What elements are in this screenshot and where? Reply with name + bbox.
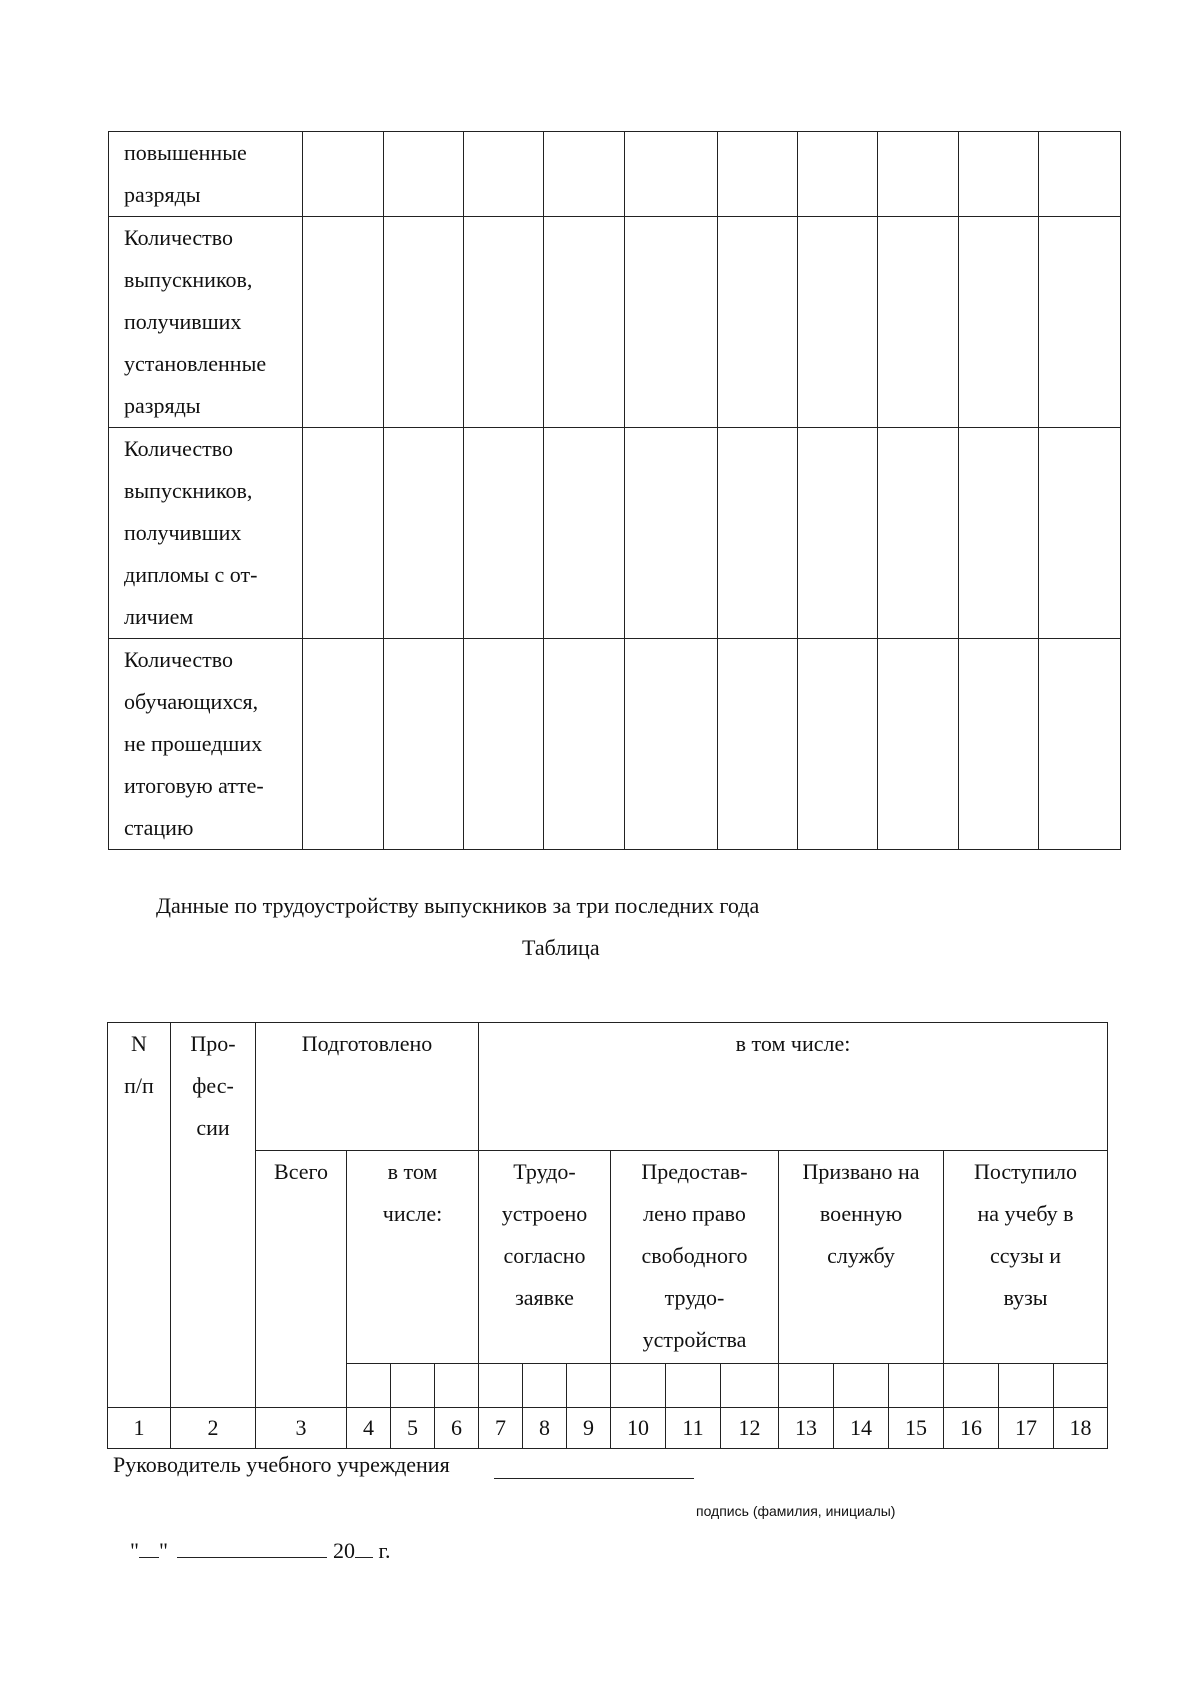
empty-cell (464, 639, 544, 850)
empty-cell (1039, 217, 1121, 428)
column-number: 11 (666, 1408, 721, 1449)
row-label-line: Количество (124, 647, 234, 672)
row-label (109, 217, 303, 428)
subcolumn-cell (721, 1364, 779, 1408)
column-number: 3 (256, 1408, 347, 1449)
row-label-line: итоговую атте- (124, 773, 264, 798)
column-number: 1 (108, 1408, 171, 1449)
month-field (177, 1556, 327, 1558)
header-line: числе: (382, 1201, 443, 1226)
column-number: 5 (391, 1408, 435, 1449)
header-line: сии (196, 1115, 230, 1140)
header-line: Призвано на (802, 1159, 920, 1184)
header-line: Про- (190, 1031, 236, 1056)
signature-field (494, 1478, 694, 1479)
column-number: 4 (347, 1408, 391, 1449)
row-label-line: Количество (124, 436, 234, 461)
empty-cell (544, 217, 625, 428)
header-line: устройства (642, 1327, 747, 1352)
subcolumn-cell (479, 1364, 523, 1408)
header-prepared-including (347, 1151, 479, 1364)
header-row-number (108, 1023, 171, 1408)
empty-cell (303, 639, 384, 850)
column-number: 7 (479, 1408, 523, 1449)
header-line: фес- (192, 1073, 234, 1098)
header-line: службу (827, 1243, 895, 1268)
date-quote-close: " (158, 1538, 168, 1563)
date-line (130, 1538, 391, 1564)
header-free-employment (611, 1151, 779, 1364)
row-label-line: Количество (124, 225, 234, 250)
column-number: 18 (1054, 1408, 1108, 1449)
empty-cell (878, 639, 959, 850)
table-caption: Таблица (522, 935, 600, 960)
subcolumn-cell (523, 1364, 567, 1408)
empty-cell (464, 428, 544, 639)
header-prepared: Подготовлено (256, 1023, 479, 1151)
column-number: 16 (944, 1408, 999, 1449)
row-label-line: установленные (124, 351, 267, 376)
section-heading: Данные по трудоустройству выпускников за три последних года (156, 893, 760, 918)
empty-cell (878, 132, 959, 217)
empty-cell (718, 132, 798, 217)
head-of-institution-label: Руководитель учебного учреждения (113, 1452, 450, 1477)
empty-cell (798, 639, 878, 850)
empty-cell (303, 132, 384, 217)
header-line: N (131, 1031, 147, 1056)
subcolumn-cell (999, 1364, 1054, 1408)
table-row (109, 639, 1121, 850)
empty-cell (625, 428, 718, 639)
empty-cell (625, 639, 718, 850)
subcolumn-cell (611, 1364, 666, 1408)
empty-cell (464, 132, 544, 217)
column-number: 14 (834, 1408, 889, 1449)
empty-cell (878, 217, 959, 428)
subcolumn-cell (435, 1364, 479, 1408)
column-number: 10 (611, 1408, 666, 1449)
header-line: трудо- (664, 1285, 725, 1310)
empty-cell (625, 217, 718, 428)
header-total: Всего (256, 1151, 347, 1408)
header-line: лено право (643, 1201, 746, 1226)
header-line: Трудо- (513, 1159, 576, 1184)
row-label-line: получивших (124, 520, 242, 545)
date-quote-open: " (130, 1538, 139, 1563)
header-line: военную (819, 1201, 903, 1226)
column-number: 13 (779, 1408, 834, 1449)
head-of-institution-line (113, 1452, 450, 1478)
empty-cell (303, 217, 384, 428)
header-line: устроено (501, 1201, 588, 1226)
employment-table (107, 1022, 1108, 1449)
empty-cell (464, 217, 544, 428)
year-field (355, 1556, 373, 1558)
row-label-line: выпускников, (124, 478, 253, 503)
row-label (109, 639, 303, 850)
header-including: в том числе: (479, 1023, 1108, 1151)
empty-cell (384, 217, 464, 428)
row-label-line: обучающихся, (124, 689, 259, 714)
empty-cell (1039, 428, 1121, 639)
table-row (109, 217, 1121, 428)
empty-cell (544, 428, 625, 639)
empty-cell (384, 132, 464, 217)
row-label-line: разряды (124, 393, 201, 418)
header-line: в том (387, 1159, 438, 1184)
subcolumn-cell (1054, 1364, 1108, 1408)
column-number: 9 (567, 1408, 611, 1449)
empty-cell (544, 639, 625, 850)
year-prefix: 20 (332, 1538, 355, 1563)
column-number: 17 (999, 1408, 1054, 1449)
header-enrolled-study (944, 1151, 1108, 1364)
empty-cell (384, 639, 464, 850)
header-line: Поступило (973, 1159, 1078, 1184)
table-row (109, 428, 1121, 639)
graduates-stats-table (108, 131, 1121, 850)
header-employed-by-request (479, 1151, 611, 1364)
subcolumn-cell (391, 1364, 435, 1408)
column-number: 12 (721, 1408, 779, 1449)
row-label-line: получивших (124, 309, 242, 334)
empty-cell (1039, 132, 1121, 217)
row-label-line: не прошедших (124, 731, 263, 756)
header-military-service (779, 1151, 944, 1364)
column-number: 2 (171, 1408, 256, 1449)
row-label-line: разряды (124, 182, 201, 207)
header-line: Предостав- (641, 1159, 748, 1184)
column-number: 8 (523, 1408, 567, 1449)
header-line: свободного (641, 1243, 748, 1268)
empty-cell (798, 428, 878, 639)
empty-cell (625, 132, 718, 217)
empty-cell (718, 639, 798, 850)
header-line: ссузы и (990, 1243, 1061, 1268)
signature-caption: подпись (фамилия, инициалы) (696, 1503, 896, 1519)
subcolumn-cell (889, 1364, 944, 1408)
empty-cell (959, 132, 1039, 217)
header-line: п/п (124, 1073, 154, 1098)
empty-cell (878, 428, 959, 639)
header-line: на учебу в (977, 1201, 1074, 1226)
empty-cell (959, 217, 1039, 428)
header-line: заявке (515, 1285, 574, 1310)
subcolumn-cell (944, 1364, 999, 1408)
header-professions (171, 1023, 256, 1408)
column-number: 15 (889, 1408, 944, 1449)
empty-cell (718, 217, 798, 428)
empty-cell (798, 132, 878, 217)
empty-cell (1039, 639, 1121, 850)
subcolumn-cell (779, 1364, 834, 1408)
header-line: вузы (1003, 1285, 1048, 1310)
empty-cell (544, 132, 625, 217)
empty-cell (798, 217, 878, 428)
row-label-line: выпускников, (124, 267, 253, 292)
row-label (109, 428, 303, 639)
subcolumn-cell (347, 1364, 391, 1408)
empty-cell (718, 428, 798, 639)
column-number-row (108, 1408, 1108, 1449)
subcolumn-cell (834, 1364, 889, 1408)
empty-cell (959, 639, 1039, 850)
row-label-line: повышенные (124, 140, 247, 165)
subcolumn-cell (666, 1364, 721, 1408)
header-line: согласно (503, 1243, 586, 1268)
row-label-line: дипломы с от- (124, 562, 258, 587)
day-field (139, 1556, 159, 1558)
row-label-line: личием (124, 604, 194, 629)
table-row (109, 132, 1121, 217)
row-label-line: стацию (124, 815, 194, 840)
column-number: 6 (435, 1408, 479, 1449)
empty-cell (384, 428, 464, 639)
empty-cell (303, 428, 384, 639)
year-suffix: г. (372, 1538, 391, 1563)
row-label (109, 132, 303, 217)
empty-cell (959, 428, 1039, 639)
subcolumn-cell (567, 1364, 611, 1408)
